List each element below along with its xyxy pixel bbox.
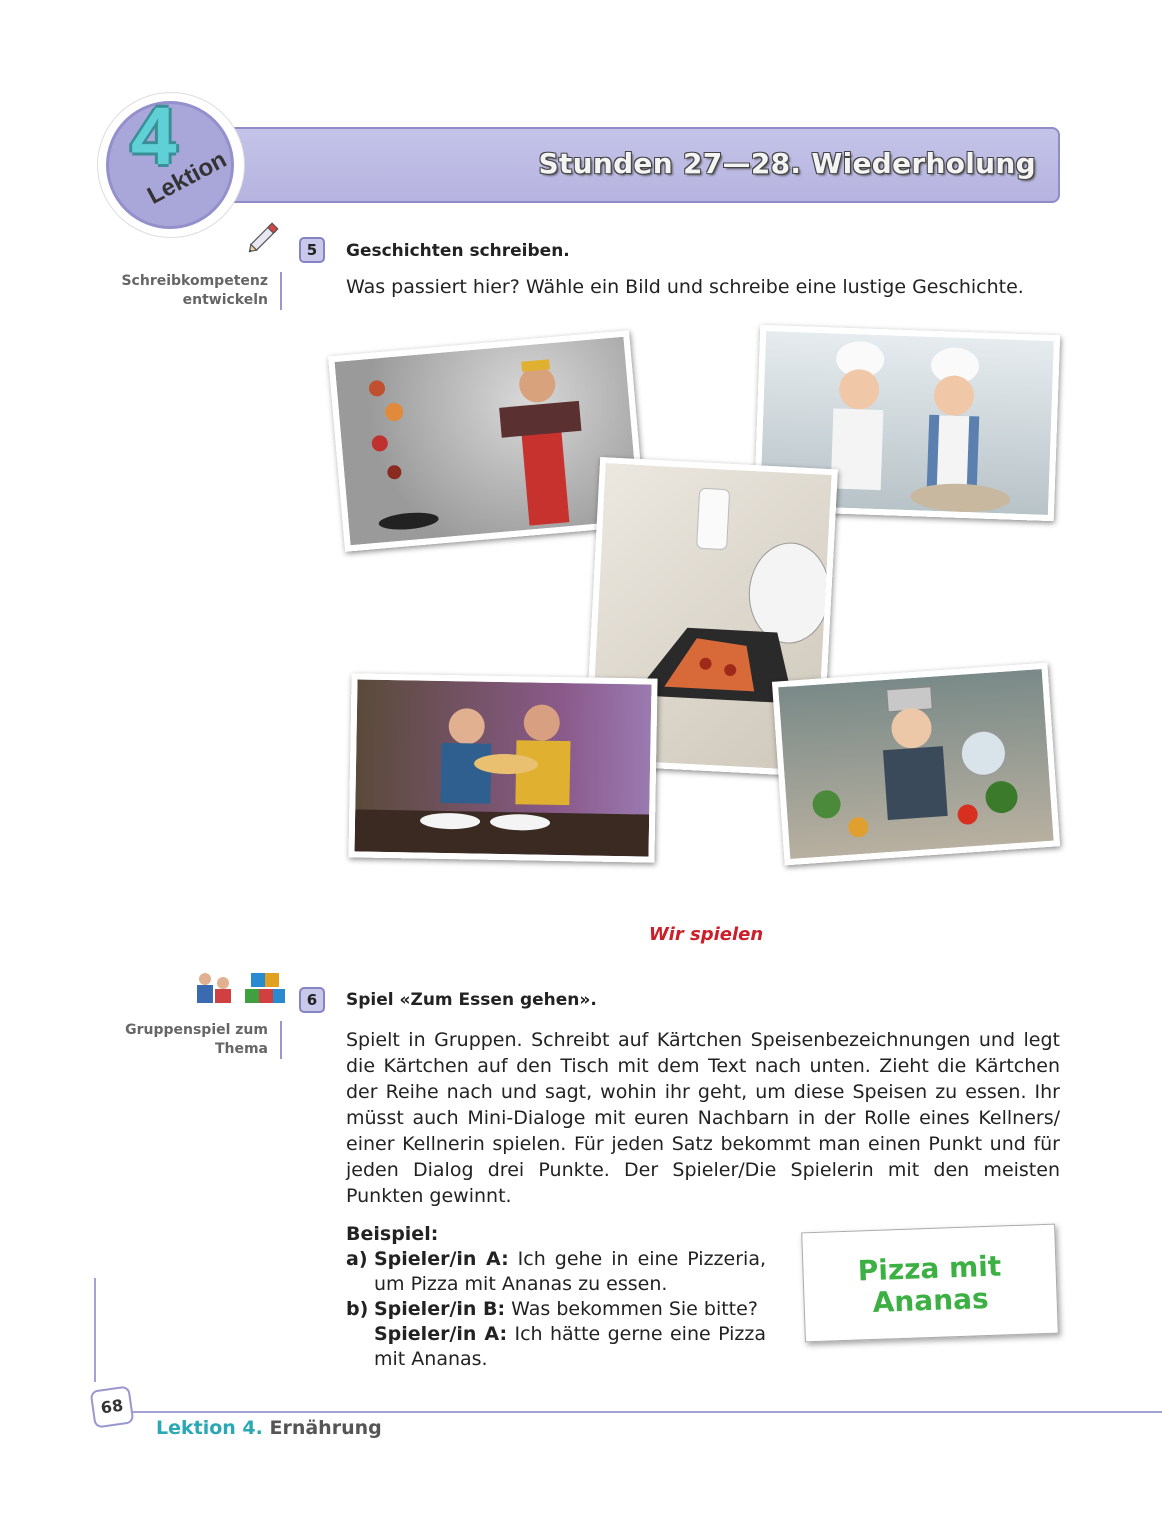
task-5-title: Geschichten schreiben. [346,241,570,261]
footer-vertical-line [94,1278,96,1382]
example-a-label: a) [346,1248,368,1270]
task-6-title: Spiel «Zum Essen gehen». [346,990,597,1010]
example-a-text: Ich gehe in eine Pizzeria, um Pizza mit Ananas zu essen. [374,1248,766,1295]
lesson-title-bar [205,127,1060,203]
pizza-card-line2: Ananas [872,1281,990,1320]
example-b2-speaker: Spieler/in A: [374,1323,508,1345]
lesson-title: Stunden 27—28. Wiederholung [538,147,1036,180]
example-a [346,1247,766,1297]
task-6-side-label-line1: Gruppenspiel zum [125,1022,268,1038]
task-6-side-label [125,1021,282,1059]
pizza-card [801,1224,1059,1343]
footer-horizontal-line [118,1411,1162,1413]
lektion-number: 4 [131,91,177,182]
task-5-instruction: Was passiert hier? Wähle ein Bild und schreibe eine lustige Geschichte. [346,276,1024,298]
lektion-badge-circle [106,91,234,229]
lektion-badge [98,93,244,237]
task-5-side-label-line1: Schreibkompetenz [121,273,268,289]
task-5-side-label-line2: entwickeln [182,292,268,308]
section-heading: Wir spielen [648,924,764,945]
footer-topic: Ernährung [262,1417,382,1439]
two-men-eating-pizza-photo [348,673,657,862]
footer-text [156,1417,382,1439]
footer-lektion-label: Lektion 4. [156,1417,263,1439]
task-5-side-label [121,272,282,310]
group-game-icon [193,969,287,1011]
example-a-line [374,1247,766,1297]
example-block [346,1222,766,1372]
pencil-icon [243,214,287,262]
task-6-paragraph: Spielt in Gruppen. Schreibt auf Kärtchen Speisenbezeichnungen und legt die Kärtchen auf den Tisch mit dem Text nach unten. Zieht die Kärtchen der Reihe nach und sagt, wohin ihr geht, um diese Speisen zu essen. Ihr müsst auch Mini-Dialoge mit euren Nachbarn in der Rolle eines Kellners/ einer Kellnerin spielen. Für jeden Satz bekommt man einen Punkt und für jeden Dialog drei Punkte. Der Spieler/Die Spielerin mit den meisten Punkten gewinnt. [346,1029,1060,1207]
task-6-number: 6 [299,987,325,1013]
example-b-line [374,1297,766,1372]
lektion-word: Lektion [143,145,232,210]
page-number: 68 [90,1385,135,1428]
woman-pot-on-head-photo [772,663,1060,866]
example-b-text: Was bekommen Sie bitte? [505,1298,758,1320]
example-b-label: b) [346,1298,369,1320]
pizza-card-line1: Pizza mit [857,1249,1002,1288]
example-heading: Beispiel: [346,1223,439,1245]
example-b-speaker: Spieler/in B: [374,1298,506,1320]
task-5-number: 5 [299,237,325,263]
example-a-speaker: Spieler/in A: [374,1248,509,1270]
example-b2-text: Ich hätte gerne eine Pizza mit Ananas. [374,1323,766,1370]
task-6-side-label-line2: Thema [214,1041,268,1057]
pizza-card-text [803,1249,1057,1322]
example-b [346,1297,766,1372]
